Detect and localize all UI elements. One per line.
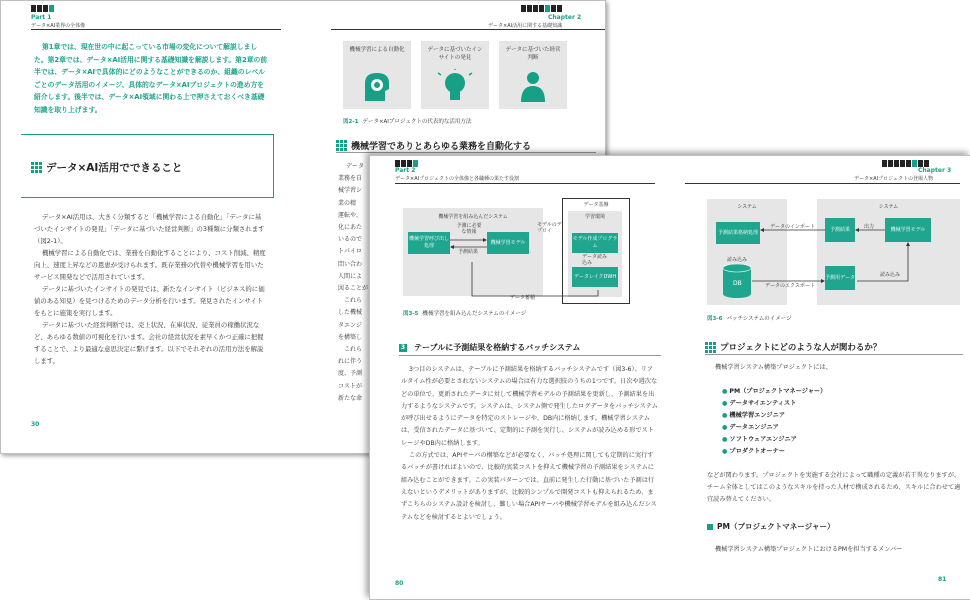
fig35-flow-lines: [470, 252, 600, 302]
fragment: 新たな命: [338, 394, 363, 402]
chapter-subtitle: データ×AI活用に関する基礎知識: [488, 23, 563, 29]
fig21-label: 機械学習による自動化: [349, 47, 405, 53]
fig35-call-box: [408, 232, 450, 254]
bullet-dot-icon: ●: [722, 412, 728, 419]
bullet-dot-icon: ●: [722, 448, 728, 455]
part-marker-icon: [31, 5, 54, 12]
fig35-store-label: データ基盤: [583, 202, 609, 208]
fig36-pred-label: 予測結果: [829, 226, 850, 233]
square-bullet-icon: [707, 524, 713, 530]
fragment: 械学習シ: [338, 187, 363, 195]
fig21-label: データに基づいたインサイトの発見: [427, 47, 483, 61]
body-paragraph: データに基づいたインサイトの発見では、新たなインサイト（ビジネス的に価値のある知見）を見つけるためのデータ分析を行います。発見されたインサイトをもとに施策を実行します。: [34, 285, 265, 317]
fig21-caption: [343, 117, 471, 125]
fragment: 人間によ: [338, 272, 363, 280]
role-label: データエンジニア: [729, 424, 779, 431]
bullet-dot-icon: ●: [722, 400, 728, 407]
header-rule: [395, 183, 655, 184]
fig35-caption: [403, 309, 526, 317]
fragment: トパイロ: [338, 248, 362, 256]
section-heading: [31, 160, 182, 175]
role-label: 機械学習エンジニア: [729, 412, 785, 419]
fig36-export-label: データのエクスポート: [765, 283, 815, 289]
fig36-data-label: 予測用データ: [825, 274, 856, 281]
role-label: ソフトウェアエンジニア: [729, 436, 797, 443]
role-item: [722, 386, 826, 398]
role-list: [722, 386, 826, 458]
fragment: 業務を自: [338, 175, 363, 183]
fig35-caption-text: 機械学習を組み込んだシステムのイメージ: [422, 311, 527, 317]
header-rule-right: [685, 183, 960, 184]
left-body: [401, 364, 658, 524]
left-heading-text: テーブルに予測結果を格納するバッチシステム: [414, 343, 581, 352]
part-label: Part 2: [395, 167, 416, 174]
fig36-caption: [707, 314, 792, 322]
right-heading-text: プロジェクトにどのような人が関わるか？: [720, 343, 882, 353]
fig36-out-label: 出力: [864, 224, 875, 230]
part-subtitle: データ×AI業界の全体像: [31, 23, 86, 29]
fragment: 図ることが: [338, 285, 369, 293]
fig36-read-label: 読み込み: [727, 257, 748, 263]
page-number-left: 30: [31, 421, 40, 428]
fig35-model-box: [487, 232, 529, 254]
role-item: [722, 446, 826, 458]
role-label: PM（プロジェクトマネージャー）: [729, 388, 827, 395]
body-paragraph: 機械学習による自動化では、業務を自動化することにより、コスト削減、精度向上、速度上昇などの恩恵が受けられます。既存業務の代替や機械学習を用いたサービス開発などで活用されています。: [34, 249, 266, 281]
heading-rule: [399, 355, 661, 356]
chapter-label: Chapter 3: [918, 167, 952, 174]
fragment: これら: [344, 297, 363, 305]
section-body: [34, 211, 266, 367]
fig21-item-management: [499, 41, 567, 109]
fig36-store-label: 予測結果格納処理: [717, 229, 758, 236]
section-grid-icon: [31, 162, 42, 173]
page-number-left: 80: [395, 580, 404, 587]
fig36-flow-lines: [750, 226, 935, 286]
fig35-system-label: 機械学習を組み込んだシステム: [438, 214, 508, 220]
part-subtitle: データ×AIプロジェクトの全体像と各職種の果たす役割: [395, 176, 519, 182]
fig35-lake-label: データレイクDWH: [573, 273, 617, 280]
fragment: 化にあた: [338, 224, 363, 232]
fragment: 度、予測: [338, 370, 363, 378]
role-item: [722, 398, 826, 410]
fig21-label: データに基づいた経営判断: [505, 47, 561, 61]
fragment: を構築し: [338, 333, 363, 341]
pm-heading: [707, 521, 835, 532]
fragment: コストが: [338, 382, 363, 390]
heading-rule: [336, 152, 596, 153]
fragment: 運転や、: [338, 211, 362, 219]
heading-grid-icon: [705, 342, 716, 353]
fig21-item-automation: [343, 41, 411, 109]
right-heading: [705, 341, 881, 353]
fig35-deploy-label: モデルのデプロイ: [537, 222, 562, 234]
chapter-marker-icon: [521, 5, 562, 12]
bullet-dot-icon: ●: [722, 424, 728, 431]
front-spread: [369, 155, 970, 600]
role-item: [722, 434, 826, 446]
fig35-program-box: [572, 233, 618, 253]
body-paragraph: この方式では、APIサーバの構築などが必要なく、バッチ処理に関しても定期的に実行するバッチが書ければよいので、比較的実装コストを抑えて機械学習の予測結果をシステムに組み込むことができます。この実装パターンでは、直前に発生した行動に基づいた予測は行えないというデメリットがありますが、比較的シンプルで開発コストも抑えられるため、まずこちらのシステム設計を検討し、難しい場合APIサーバや機械学習モデルを組み込んだシステムなどを検討するとよいでしょう。: [401, 452, 657, 521]
part-label: Part 1: [31, 14, 52, 21]
fragment: これら: [344, 346, 363, 354]
fig35-program-label: モデル作成プログラム: [572, 236, 618, 249]
bullet-dot-icon: ●: [722, 436, 728, 443]
fig21-item-insight: [421, 41, 489, 109]
right-intro: 機械学習システム構築プロジェクトには、: [715, 364, 832, 371]
fig35-accum-label: データ蓄積: [510, 295, 536, 301]
bullet-dot-icon: ●: [722, 388, 728, 395]
fragment: タエンジ: [338, 321, 362, 329]
right-heading-text: 機械学習でありとあらゆる業務を自動化する: [351, 142, 532, 152]
fig21-caption-text: データ×AIプロジェクトの代表的な活用方法: [362, 119, 472, 125]
fig36-caption-text: バッチシステムのイメージ: [726, 316, 792, 322]
fig35-call-label: 機械学習呼び出し処理: [408, 236, 449, 249]
chapter-marker-icon: [882, 160, 929, 167]
role-label: データサイエンティスト: [729, 400, 797, 407]
chapter-subtitle: データ×AIプロジェクトの登場人物: [854, 176, 933, 182]
right-heading: [336, 139, 531, 152]
fragment: した機械: [338, 309, 363, 317]
pm-heading-text: PM（プロジェクトマネージャー）: [717, 522, 835, 531]
fragment: れに伴う: [338, 358, 363, 366]
fig35-caption-number: 図3-5: [403, 311, 419, 317]
fig35-read-label: データ読み込み: [582, 254, 608, 266]
fig36-db-label: DB: [733, 280, 742, 287]
role-item: [722, 422, 826, 434]
fig36-read2-label: 読み込み: [880, 272, 901, 278]
fig36-import-label: データのインポート: [770, 224, 816, 230]
chapter-intro: 第1章では、現在世の中に起こっている市場の変化について解説しました。第2章では、データ×AI活用に関する基礎知識を解説します。第2章の前半では、データ×AIで具体的にどのようなことができるのか、組織のレベルごとのデータ活用のイメージ、具体的なデータ×AIプロジェクトの進め方を紹介します。後半では、データ×AI領域に関わる上で押さえておくべき基礎知識を取り上げます。: [34, 43, 268, 114]
fig35-request-label: 予測に必要な情報: [456, 223, 482, 235]
left-heading: [399, 342, 580, 353]
header-rule: [31, 29, 281, 30]
body-paragraph: データに基づいた経営判断では、売上状況、在庫状況、従業員の稼働状況など、あらゆる数値の可視化を行います。会社の経営状況を素早くかつ正確に把握することで、より最適な意思決定に繋げます。以下でそれぞれの活用方法を解説します。: [34, 321, 264, 365]
heading-grid-icon: [336, 140, 347, 151]
fig35-model-label: 機械学習モデル: [490, 239, 526, 246]
fig21-caption-number: 図2-1: [343, 119, 359, 125]
fragment: いるので: [338, 236, 363, 244]
fragment: 業の精: [338, 199, 357, 207]
robot-head-gear-icon: [357, 69, 397, 103]
lightbulb-icon: [437, 69, 473, 103]
body-paragraph: データ×AI活用は、大きく分類すると「機械学習による自動化」「データに基づいたインサイトの発見」「データに基づいた経営判断」の3種類に分類されます（図2-1）。: [34, 213, 265, 245]
fig36-sys-left-label: システム: [737, 204, 757, 210]
fig36-caption-number: 図3-6: [707, 316, 723, 322]
body-paragraph: 3つ目のシステムは、テーブルに予測結果を格納するバッチシステムです（図3-6）。リアルタイム性が必要とされないシステムの場合は有力な選択肢のうちの1つです。日次や週次などの単位で、更新されたデータに対して機械学習モデルの予測結果を更新し、予測結果を出力するようなシステムです。システムは、システム側で発生したログデータをバッチシステムが呼び出せるようにデータを特定のストレージや、DB内に格納します。機械学習システムは、受信されたデータに基づいて、定期的に予測を実行し、システムが読み込める形でストレージやDB内に格納します。: [401, 366, 658, 447]
fig35-env-label: 学習環境: [584, 214, 605, 220]
executive-person-icon: [515, 69, 551, 103]
role-label: プロダクトオーナー: [729, 448, 785, 455]
right-after: などが関わります。プロジェクトを実施する会社によって職種の定義が若干異なりますが、チーム全体としてはこのようなスキルを持った人材で構成されるため、スキルに合わせて適宜読み替えてください。: [707, 472, 961, 503]
part-marker-icon: [395, 160, 418, 167]
section-title: データ×AI活用でできること: [46, 162, 183, 174]
heading-number-badge: 3: [400, 343, 406, 351]
pm-body: 機械学習システム構築プロジェクトにおけるPMを担当するメンバー: [715, 546, 903, 553]
header-rule-right: [331, 29, 605, 30]
role-item: [722, 410, 826, 422]
page-number-right: 81: [938, 576, 947, 583]
fig35-result-label: 予測結果: [458, 249, 479, 255]
fig36-sys-right-label: システム: [878, 204, 899, 210]
fragment: 問い合わ: [338, 260, 363, 268]
chapter-label: Chapter 2: [548, 14, 582, 21]
fig36-model-label: 機械学習モデル: [890, 226, 926, 233]
fragment: データ: [346, 163, 365, 170]
heading-rule: [705, 354, 963, 355]
fig35-arrows: [450, 236, 488, 250]
